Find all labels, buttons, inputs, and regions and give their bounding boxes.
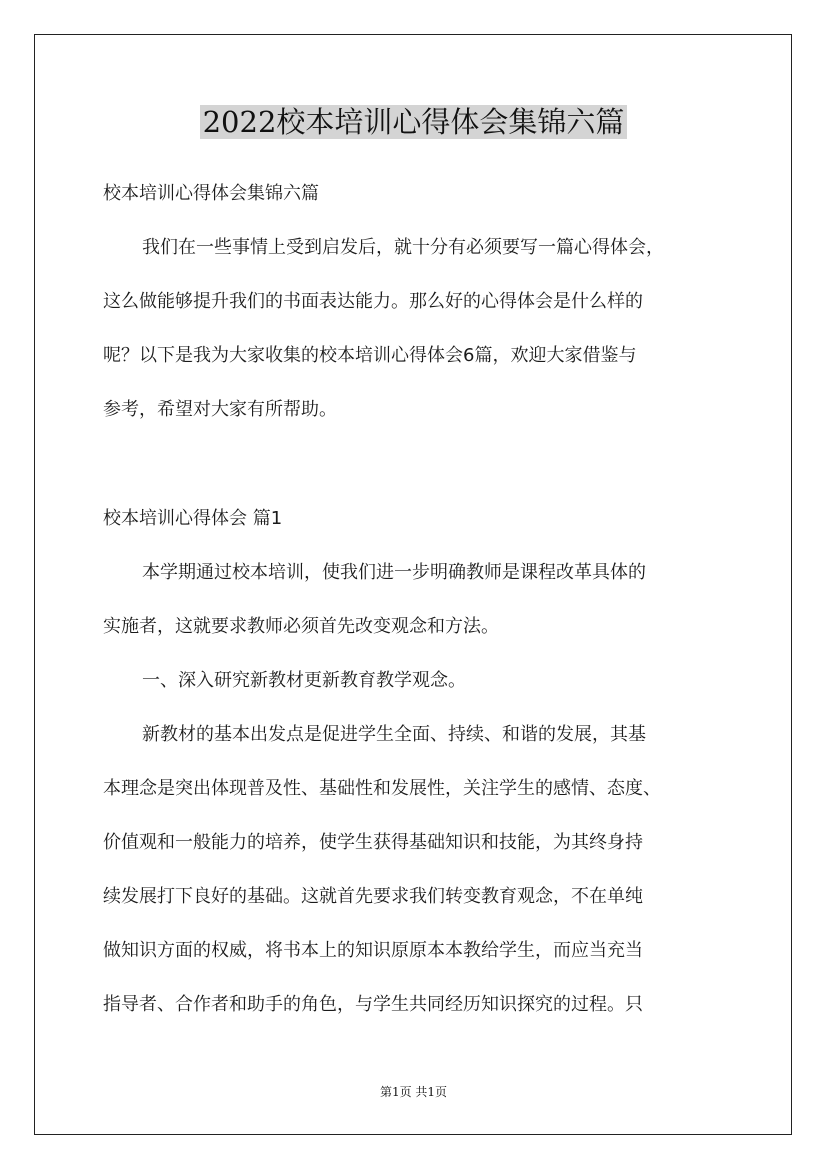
page-footer: 第1页 共1页 <box>379 1085 448 1099</box>
paragraph-line: 指导者、合作者和助手的角色，与学生共同经历知识探究的过程。只 <box>103 994 643 1015</box>
subtitle: 校本培训心得体会集锦六篇 <box>103 183 319 204</box>
paragraph-line: 新教材的基本出发点是促进学生全面、持续、和谐的发展，其基 <box>142 724 646 745</box>
paragraph-line: 续发展打下良好的基础。这就首先要求我们转变教育观念，不在单纯 <box>103 886 643 907</box>
section-heading: 校本培训心得体会 篇1 <box>103 508 283 529</box>
paragraph-line: 做知识方面的权威，将书本上的知识原原本本教给学生，而应当充当 <box>103 940 643 961</box>
paragraph-line: 一、深入研究新教材更新教育教学观念。 <box>142 670 466 691</box>
paragraph-line: 本学期通过校本培训，使我们进一步明确教师是课程改革具体的 <box>142 562 646 583</box>
document-title: 2022校本培训心得体会集锦六篇 <box>0 102 827 142</box>
paragraph-line: 价值观和一般能力的培养，使学生获得基础知识和技能，为其终身持 <box>103 832 643 853</box>
paragraph-line: 我们在一些事情上受到启发后，就十分有必须要写一篇心得体会， <box>142 237 664 258</box>
paragraph-line: 这么做能够提升我们的书面表达能力。那么好的心得体会是什么样的 <box>103 291 643 312</box>
paragraph-line: 实施者，这就要求教师必须首先改变观念和方法。 <box>103 616 499 637</box>
paragraph-line: 参考，希望对大家有所帮助。 <box>103 399 337 420</box>
paragraph-line: 本理念是突出体现普及性、基础性和发展性，关注学生的感情、态度、 <box>103 778 661 799</box>
paragraph-line: 呢？以下是我为大家收集的校本培训心得体会6篇，欢迎大家借鉴与 <box>103 345 637 366</box>
